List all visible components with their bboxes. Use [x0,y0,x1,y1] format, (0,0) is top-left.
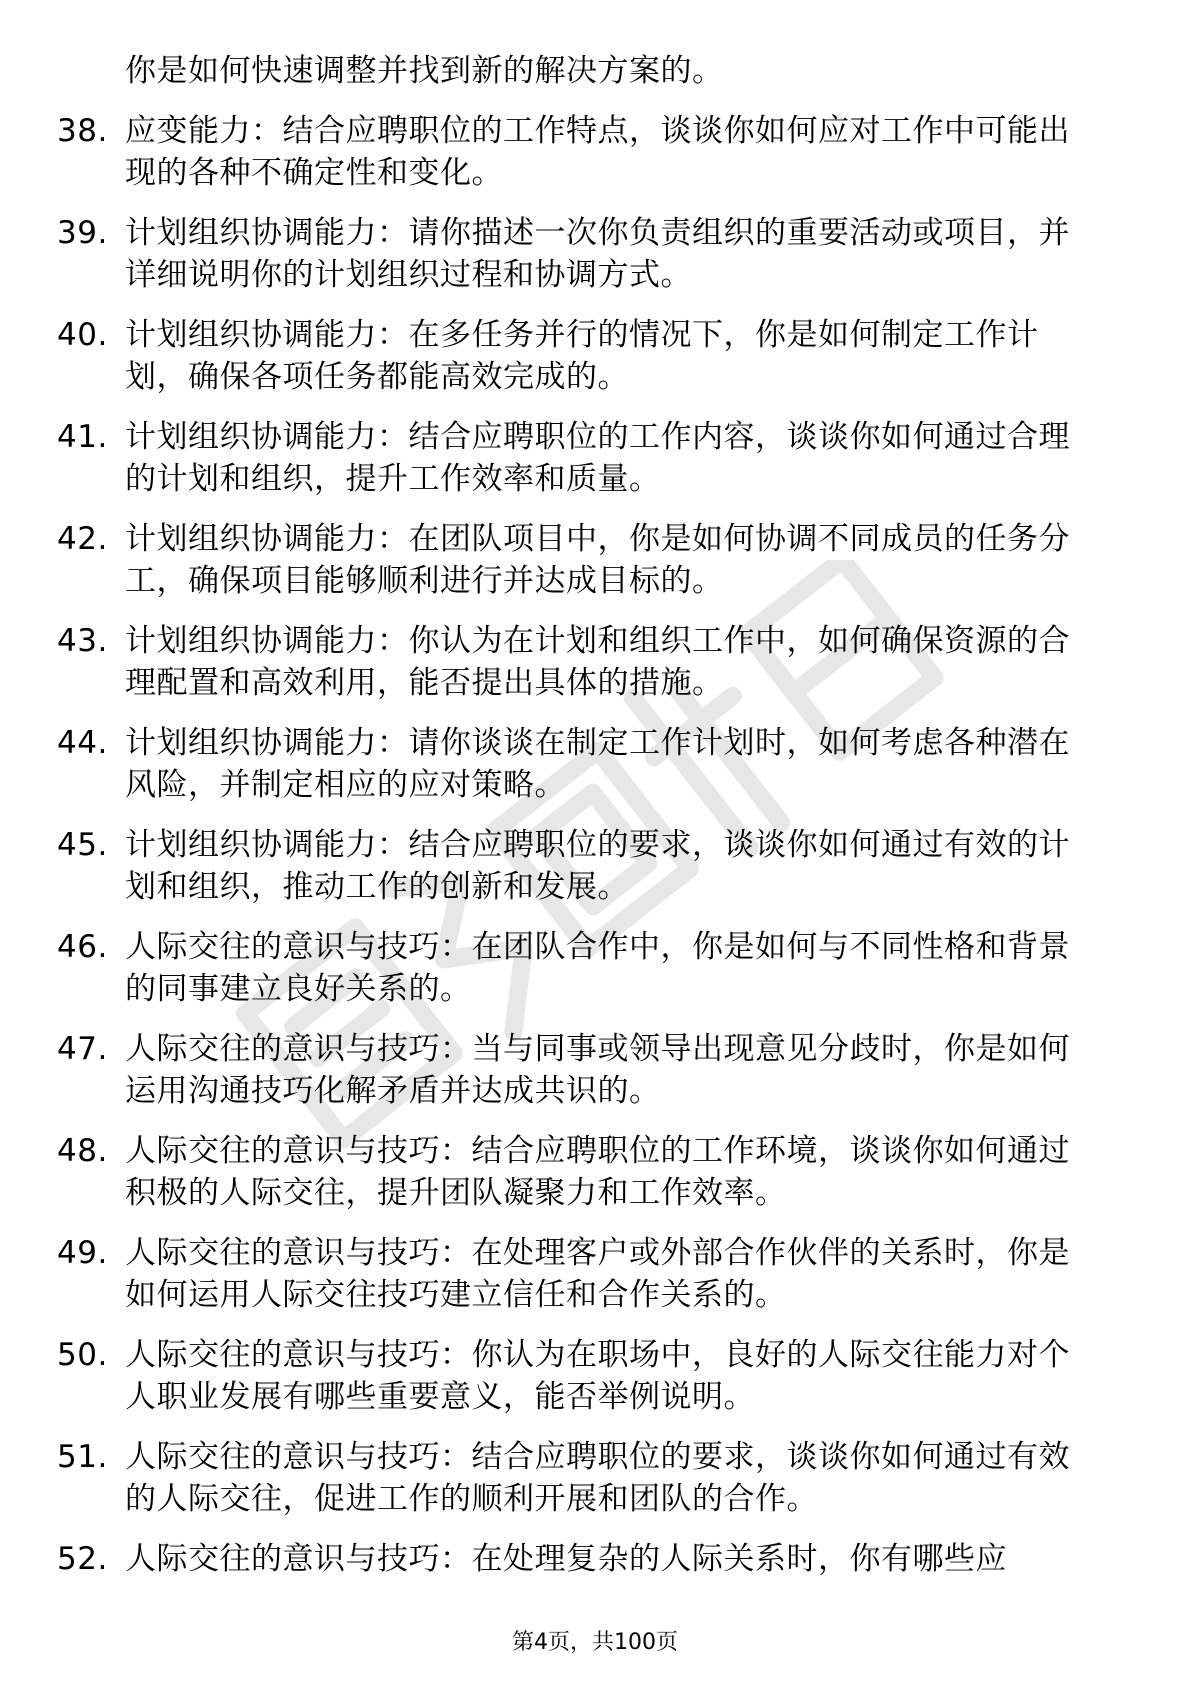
item-number: 47. [57,1031,108,1067]
item-text: 人际交往的意识与技巧：当与同事或领导出现意见分歧时，你是如何运用沟通技巧化解矛盾并达成共识的。 [125,1031,1070,1109]
list-item [57,110,1107,194]
list-item [57,620,1107,704]
item-number: 41. [57,419,108,455]
item-text: 人际交往的意识与技巧：在处理客户或外部合作伙伴的关系时，你是如何运用人际交往技巧建立信任和合作关系的。 [125,1235,1070,1313]
item-number: 51. [57,1439,108,1475]
item-text: 计划组织协调能力：请你谈谈在制定工作计划时，如何考虑各种潜在风险，并制定相应的应对策略。 [125,725,1070,803]
list-item [57,722,1107,806]
item-text: 人际交往的意识与技巧：结合应聘职位的工作环境，谈谈你如何通过积极的人际交往，提升团队凝聚力和工作效率。 [125,1133,1070,1211]
list-item [57,1130,1107,1214]
list-item [57,1538,1107,1580]
list-item [57,926,1107,1010]
item-text: 计划组织协调能力：结合应聘职位的工作内容，谈谈你如何通过合理的计划和组织，提升工作效率和质量。 [125,419,1070,497]
item-text: 人际交往的意识与技巧：在团队合作中，你是如何与不同性格和背景的同事建立良好关系的。 [125,929,1070,1007]
page-footer: 第4页，共100页 [512,1630,678,1655]
item-number: 49. [57,1235,108,1271]
item-text: 人际交往的意识与技巧：你认为在职场中，良好的人际交往能力对个人职业发展有哪些重要意义，能否举例说明。 [125,1337,1070,1415]
item-number: 43. [57,623,108,659]
item-number: 52. [57,1541,108,1577]
list-item [57,416,1107,500]
list-item [57,1334,1107,1418]
item-number: 40. [57,317,108,353]
item-number: 39. [57,215,108,251]
item-number: 48. [57,1133,108,1169]
list-item [57,212,1107,296]
item-text: 人际交往的意识与技巧：结合应聘职位的要求，谈谈你如何通过有效的人际交往，促进工作的顺利开展和团队的合作。 [125,1439,1070,1517]
item-text: 计划组织协调能力：你认为在计划和组织工作中，如何确保资源的合理配置和高效利用，能否提出具体的措施。 [125,623,1070,701]
item-number: 44. [57,725,108,761]
continued-text: 你是如何快速调整并找到新的解决方案的。 [125,53,724,89]
list-item [57,1436,1107,1520]
item-number: 50. [57,1337,108,1373]
item-text: 计划组织协调能力：在多任务并行的情况下，你是如何制定工作计划，确保各项任务都能高效完成的。 [125,317,1039,395]
list-item [57,824,1107,908]
item-text: 应变能力：结合应聘职位的工作特点，谈谈你如何应对工作中可能出现的各种不确定性和变化。 [125,113,1070,191]
list-item [57,1232,1107,1316]
question-list [57,50,1107,1598]
item-text: 计划组织协调能力：结合应聘职位的要求，谈谈你如何通过有效的计划和组织，推动工作的创新和发展。 [125,827,1070,905]
item-number: 38. [57,113,108,149]
list-item [57,518,1107,602]
item-text: 人际交往的意识与技巧：在处理复杂的人际关系时，你有哪些应 [125,1541,1007,1577]
list-item [57,314,1107,398]
item-text: 计划组织协调能力：请你描述一次你负责组织的重要活动或项目，并详细说明你的计划组织过程和协调方式。 [125,215,1070,293]
item-text: 计划组织协调能力：在团队项目中，你是如何协调不同成员的任务分工，确保项目能够顺利进行并达成目标的。 [125,521,1070,599]
item-number: 42. [57,521,108,557]
list-item [57,1028,1107,1112]
item-number: 45. [57,827,108,863]
item-number: 46. [57,929,108,965]
